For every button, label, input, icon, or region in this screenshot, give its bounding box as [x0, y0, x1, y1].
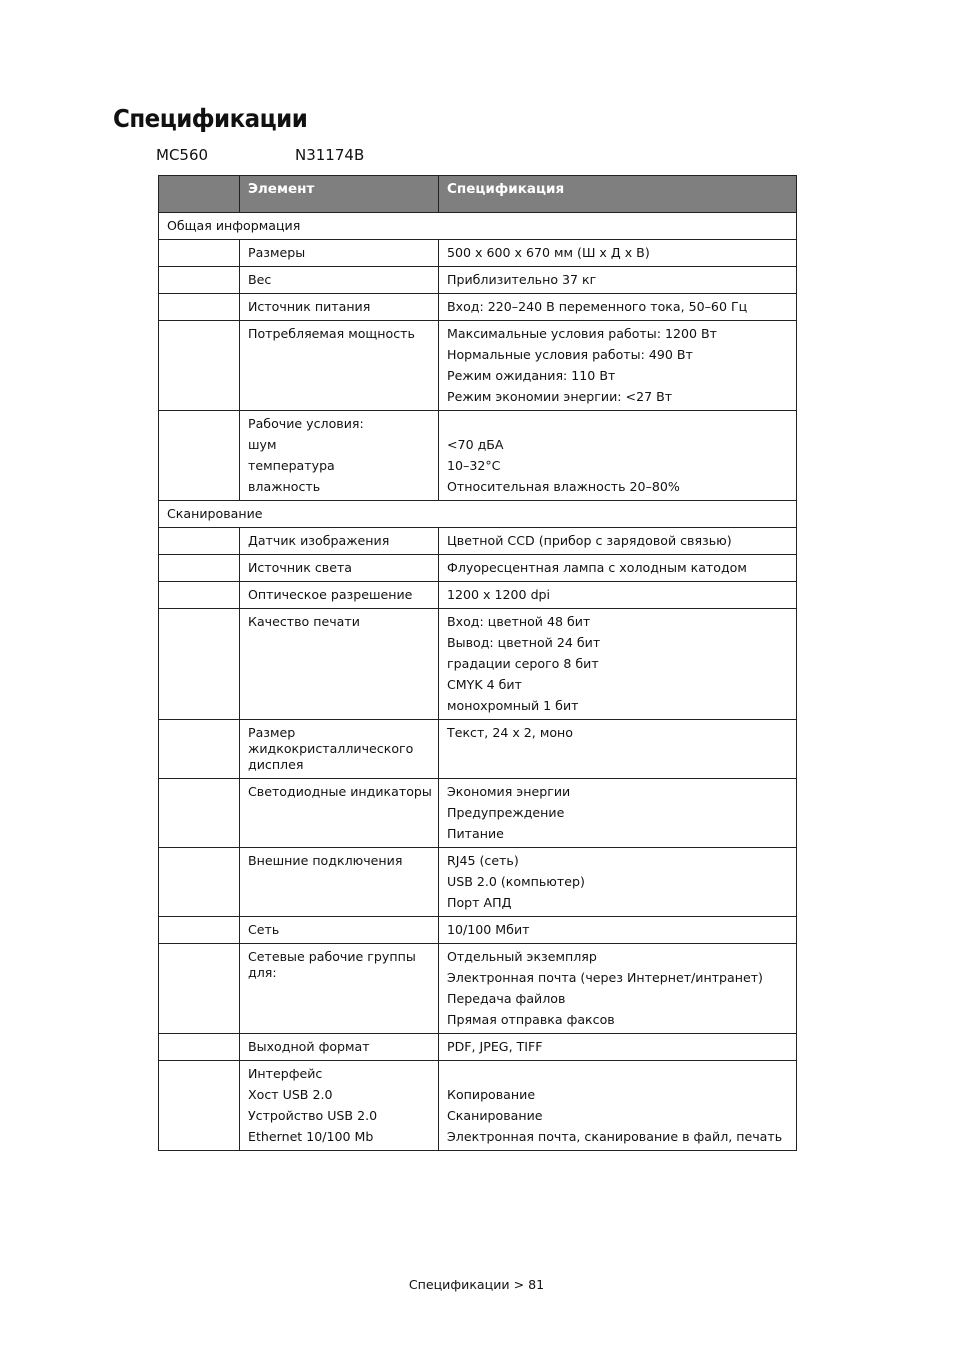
table-row: [159, 411, 797, 501]
empty-cell: [159, 944, 240, 1034]
empty-cell: [159, 582, 240, 609]
footer-text: Спецификации > 81: [408, 1277, 545, 1292]
item-cell-line: Оптическое разрешение: [248, 587, 413, 602]
item-cell-line: температура: [248, 458, 335, 473]
spec-cell-line: Текст, 24 x 2, моно: [447, 725, 573, 740]
item-cell-line: Устройство USB 2.0: [248, 1108, 378, 1123]
empty-cell: [159, 555, 240, 582]
item-cell-line: шум: [248, 437, 277, 452]
spec-cell: [439, 294, 797, 321]
spec-cell: [439, 917, 797, 944]
spec-table: [158, 175, 797, 1151]
item-cell-line: Рабочие условия:: [248, 416, 364, 431]
empty-cell: [159, 240, 240, 267]
spec-cell-line: Сканирование: [447, 1108, 543, 1123]
spec-cell-line: RJ45 (сеть): [447, 853, 519, 868]
spec-cell: [439, 321, 797, 411]
model-line: [156, 146, 365, 164]
item-cell-line: Вес: [248, 272, 272, 287]
table-row: [159, 1034, 797, 1061]
section-title: Сканирование: [159, 501, 797, 528]
header-blank: [159, 176, 240, 213]
table-row: [159, 582, 797, 609]
empty-cell: [159, 411, 240, 501]
item-cell-text: Сетевые рабочие группы для:: [248, 949, 416, 980]
spec-cell-line: USB 2.0 (компьютер): [447, 874, 585, 889]
item-cell-line: Источник питания: [248, 299, 371, 314]
item-cell-line: Потребляемая мощность: [248, 326, 415, 341]
spec-table-body: [159, 213, 797, 1151]
item-cell-line: влажность: [248, 479, 321, 494]
spec-cell: [439, 528, 797, 555]
spec-cell-line: Цветной CCD (прибор с зарядовой связью): [447, 533, 732, 548]
empty-cell: [159, 321, 240, 411]
item-cell-line: Размеры: [248, 245, 306, 260]
item-cell-line: Интерфейс: [248, 1066, 323, 1081]
item-cell-line: Ethernet 10/100 Mb: [248, 1129, 374, 1144]
item-cell: [240, 411, 439, 501]
item-cell: [240, 917, 439, 944]
item-cell-line: Хост USB 2.0: [248, 1087, 333, 1102]
spec-cell-line: Флуоресцентная лампа с холодным катодом: [447, 560, 747, 575]
section-row: [159, 213, 797, 240]
item-cell: [240, 555, 439, 582]
item-cell: [240, 720, 439, 779]
item-cell-line: Источник света: [248, 560, 353, 575]
empty-cell: [159, 1034, 240, 1061]
spec-cell-line: 1200 x 1200 dpi: [447, 587, 551, 602]
spec-cell: [439, 720, 797, 779]
spec-cell-line: Вывод: цветной 24 бит: [447, 635, 601, 650]
spec-cell-line: 10/100 Мбит: [447, 922, 530, 937]
item-cell: [240, 848, 439, 917]
empty-cell: [159, 609, 240, 720]
table-row: [159, 294, 797, 321]
header-item: Элемент: [240, 176, 439, 213]
table-row: [159, 321, 797, 411]
table-row: [159, 1061, 797, 1151]
table-row: [159, 944, 797, 1034]
item-cell: [240, 1061, 439, 1151]
item-cell-text: Размер жидкокристаллического дисплея: [248, 725, 414, 772]
page-title: Спецификации: [113, 104, 308, 133]
spec-cell: [439, 411, 797, 501]
spec-cell-line: Приблизительно 37 кг: [447, 272, 597, 287]
empty-cell: [159, 294, 240, 321]
table-row: [159, 267, 797, 294]
table-row: [159, 848, 797, 917]
table-row: [159, 555, 797, 582]
item-cell-line: Выходной формат: [248, 1039, 370, 1054]
item-cell: [240, 609, 439, 720]
item-cell-line: Датчик изображения: [248, 533, 390, 548]
spec-cell-line: <70 дБА: [447, 437, 504, 452]
section-row: [159, 501, 797, 528]
spec-cell-line: Нормальные условия работы: 490 Вт: [447, 347, 693, 362]
model-name: MC560: [156, 146, 209, 164]
spec-cell: [439, 848, 797, 917]
empty-cell: [159, 1061, 240, 1151]
spec-cell-line: Относительная влажность 20–80%: [447, 479, 680, 494]
spec-cell: [439, 609, 797, 720]
table-row: [159, 240, 797, 267]
spec-cell-line: монохромный 1 бит: [447, 698, 579, 713]
page-footer: [0, 1277, 955, 1292]
spec-cell-line: Отдельный экземпляр: [447, 949, 597, 964]
spec-cell: [439, 1061, 797, 1151]
spec-cell-line: Режим ожидания: 110 Вт: [447, 368, 616, 383]
spec-cell-line: 500 x 600 x 670 мм (Ш x Д x В): [447, 245, 650, 260]
spec-cell: [439, 240, 797, 267]
spec-cell-line: [447, 416, 789, 432]
spec-cell-line: Максимальные условия работы: 1200 Вт: [447, 326, 717, 341]
item-cell: [240, 321, 439, 411]
spec-cell-line: PDF, JPEG, TIFF: [447, 1039, 543, 1054]
spec-cell: [439, 555, 797, 582]
item-cell: [240, 944, 439, 1034]
empty-cell: [159, 779, 240, 848]
spec-cell: [439, 944, 797, 1034]
spec-cell: [439, 779, 797, 848]
spec-cell-line: [447, 1066, 789, 1082]
spec-cell-line: CMYK 4 бит: [447, 677, 522, 692]
item-cell-line: Качество печати: [248, 614, 360, 629]
table-row: [159, 779, 797, 848]
item-cell-line: Внешние подключения: [248, 853, 403, 868]
item-cell: [240, 294, 439, 321]
spec-cell-text: Вход: 220–240 В переменного тока, 50–60 Гц: [447, 299, 748, 314]
empty-cell: [159, 528, 240, 555]
spec-cell-line: Питание: [447, 826, 504, 841]
spec-cell-line: Электронная почта (через Интернет/интранет): [447, 970, 763, 985]
table-row: [159, 609, 797, 720]
spec-cell-line: Копирование: [447, 1087, 536, 1102]
section-title: Общая информация: [159, 213, 797, 240]
spec-cell: [439, 1034, 797, 1061]
item-cell: [240, 267, 439, 294]
table-header-row: [159, 176, 797, 213]
item-cell: [240, 779, 439, 848]
spec-cell-line: Предупреждение: [447, 805, 565, 820]
spec-cell: [439, 582, 797, 609]
spec-cell-line: 10–32°C: [447, 458, 501, 473]
model-code: N31174B: [295, 146, 365, 164]
spec-cell-line: Прямая отправка факсов: [447, 1012, 615, 1027]
table-row: [159, 720, 797, 779]
spec-cell-line: Экономия энергии: [447, 784, 571, 799]
spec-cell-line: Электронная почта, сканирование в файл, печать: [447, 1129, 783, 1144]
item-cell-line: Светодиодные индикаторы: [248, 784, 432, 799]
empty-cell: [159, 720, 240, 779]
spec-cell-line: Порт АПД: [447, 895, 512, 910]
empty-cell: [159, 917, 240, 944]
spec-cell-line: градации серого 8 бит: [447, 656, 599, 671]
item-cell: [240, 1034, 439, 1061]
header-spec: Спецификация: [439, 176, 797, 213]
item-cell: [240, 528, 439, 555]
spec-cell: [439, 267, 797, 294]
table-row: [159, 917, 797, 944]
item-cell: [240, 582, 439, 609]
empty-cell: [159, 267, 240, 294]
table-row: [159, 528, 797, 555]
item-cell: [240, 240, 439, 267]
empty-cell: [159, 848, 240, 917]
spec-cell-line: Режим экономии энергии: <27 Вт: [447, 389, 673, 404]
item-cell-line: Сеть: [248, 922, 280, 937]
spec-cell-line: Вход: цветной 48 бит: [447, 614, 591, 629]
spec-cell-line: Передача файлов: [447, 991, 566, 1006]
